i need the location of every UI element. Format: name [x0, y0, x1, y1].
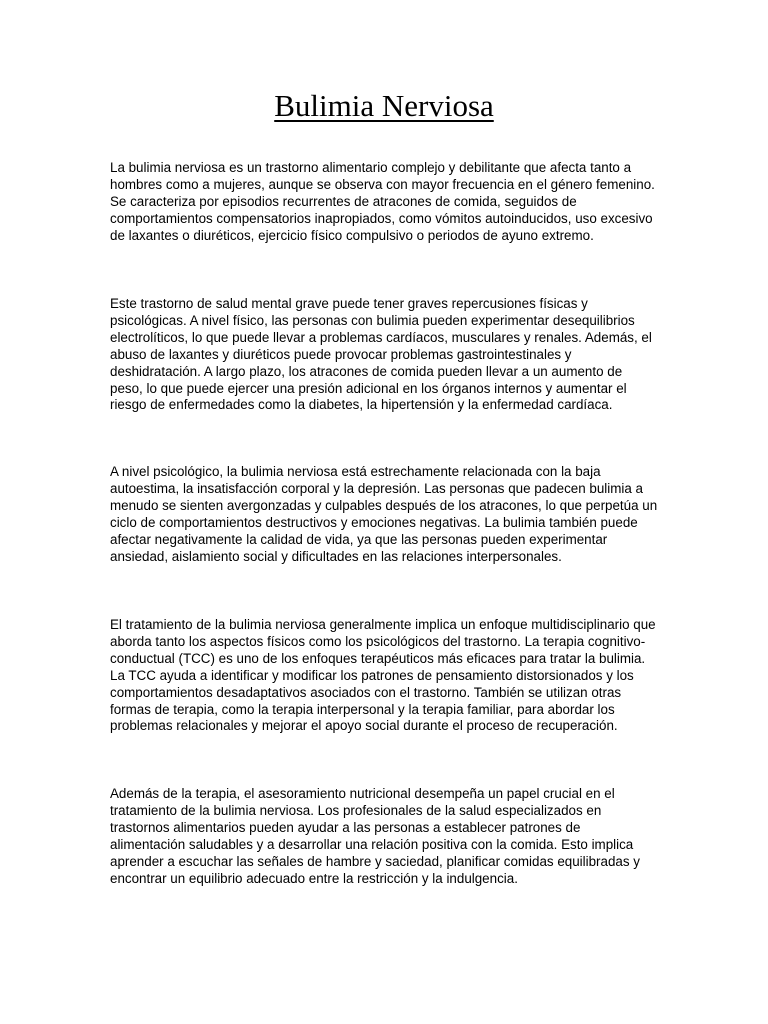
paragraph-5: Además de la terapia, el asesoramiento nutricional desempeña un papel crucial en el tratamiento de la bulimia nerviosa. Los profesionales de la salud especializados en trastornos alimentarios pueden ayudar a las personas a establecer patrones de alimentación saludables y a desarrollar una relación positiva con la comida. Esto implica aprender a escuchar las señales de hambre y saciedad, planificar comidas equilibradas y encontrar un equilibrio adecuado entre la restricción y la indulgencia. — [110, 786, 640, 886]
paragraph-4: El tratamiento de la bulimia nerviosa generalmente implica un enfoque multidisciplinario que aborda tanto los aspectos físicos como los psicológicos del trastorno. La terapia cognitivo-conductual (TCC) es uno de los enfoques terapéuticos más eficaces para tratar la bulimia. La TCC ayuda a identificar y modificar los patrones de pensamiento distorsionados y los comportamientos desadaptativos asociados con el trastorno. También se utilizan otras formas de terapia, como la terapia interpersonal y la terapia familiar, para abordar los problemas relacionales y mejorar el apoyo social durante el proceso de recuperación. — [110, 617, 656, 734]
document-title: Bulimia Nerviosa — [274, 88, 494, 123]
paragraph-2: Este trastorno de salud mental grave puede tener graves repercusiones físicas y psicológicas. A nivel físico, las personas con bulimia pueden experimentar desequilibrios electrolíticos, lo que puede llevar a problemas cardíacos, musculares y renales. Además, el abuso de laxantes y diuréticos puede provocar problemas gastrointestinales y deshidratación. A largo plazo, los atracones de comida pueden llevar a un aumento de peso, lo que puede ejercer una presión adicional en los órganos internos y aumentar el riesgo de enfermedades como la diabetes, la hipertensión y la enfermedad cardíaca. — [110, 296, 652, 413]
paragraph-3: A nivel psicológico, la bulimia nerviosa está estrechamente relacionada con la baja autoestima, la insatisfacción corporal y la depresión. Las personas que padecen bulimia a menudo se sienten avergonzadas y culpables después de los atracones, lo que perpetúa un ciclo de comportamientos destructivos y emociones negativas. La bulimia también puede afectar negativamente la calidad de vida, ya que las personas pueden experimentar ansiedad, aislamiento social y dificultades en las relaciones interpersonales. — [110, 464, 658, 564]
paragraph-1: La bulimia nerviosa es un trastorno alimentario complejo y debilitante que afecta tanto a hombres como a mujeres, aunque se observa con mayor frecuencia en el género femenino. Se caracteriza por episodios recurrentes de atracones de comida, seguidos de comportamientos compensatorios inapropiados, como vómitos autoinducidos, uso excesivo de laxantes o diuréticos, ejercicio físico compulsivo o periodos de ayuno extremo. — [110, 160, 655, 243]
